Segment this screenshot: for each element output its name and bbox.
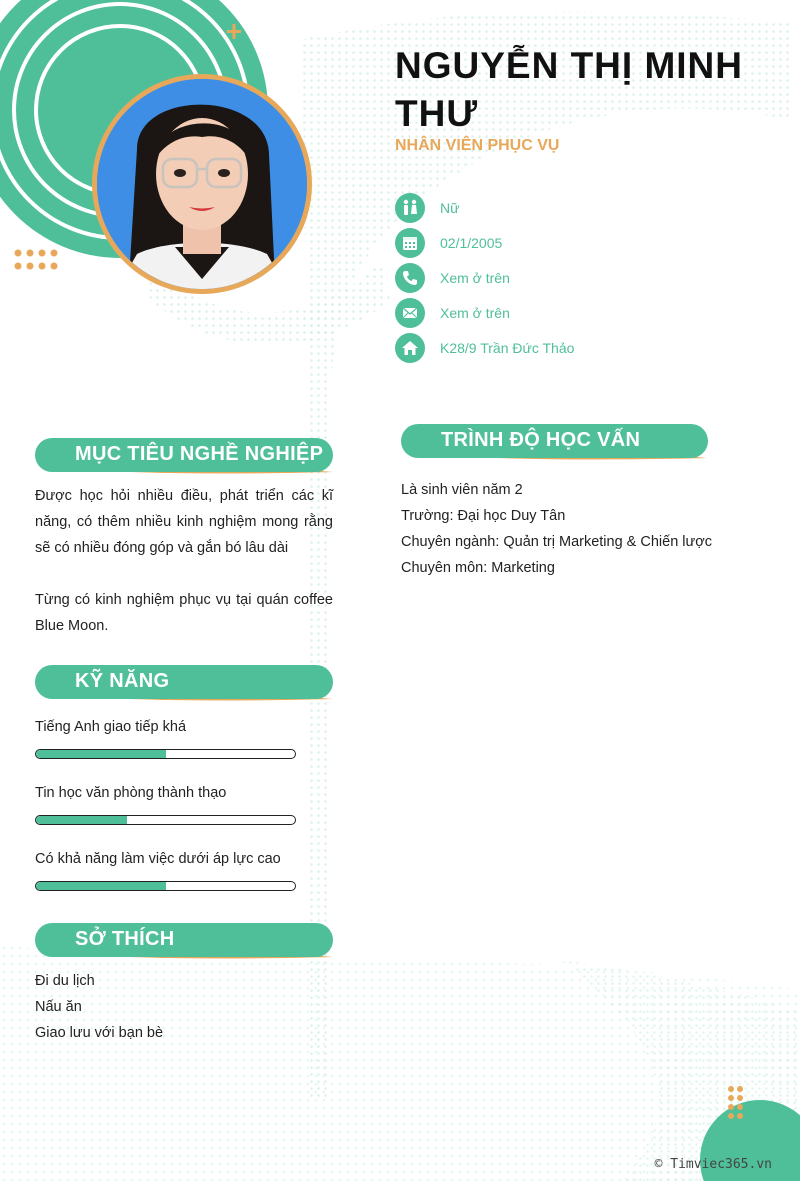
objective-paragraph-1: Được học hỏi nhiều điều, phát triển các kĩ năng, có thêm nhiều kinh nghiệm mong rằng sẽ có nhiều đóng góp và gắn bó lâu dài: [35, 488, 333, 556]
calendar-icon: [395, 228, 425, 258]
gender-icon: [395, 193, 425, 223]
contact-list: [395, 190, 574, 365]
education-line: Chuyên môn: Marketing: [401, 560, 555, 576]
education-line: Trường: Đại học Duy Tân: [401, 508, 566, 524]
education-line: Là sinh viên năm 2: [401, 482, 523, 498]
skill-progress-fill: [36, 882, 166, 890]
skill-progress-bar: [35, 881, 296, 891]
birthday-text: 02/1/2005: [440, 234, 503, 251]
hobbies-list: [35, 968, 163, 1046]
skills-heading-label: KỸ NĂNG: [75, 670, 170, 692]
contact-email: [395, 295, 574, 330]
portrait-image: [97, 79, 307, 289]
education-details: [401, 477, 712, 581]
email-text: Xem ở trên: [440, 304, 510, 321]
home-icon: [395, 333, 425, 363]
phone-icon: [395, 263, 425, 293]
skill-progress-bar: [35, 749, 296, 759]
contact-gender: [395, 190, 574, 225]
skill-progress-fill: [36, 750, 166, 758]
skills-heading: [35, 665, 335, 705]
skill-label: Tiếng Anh giao tiếp khá: [35, 719, 187, 735]
job-title: NHÂN VIÊN PHỤC VỤ: [395, 137, 560, 154]
phone-text: Xem ở trên: [440, 269, 510, 286]
hobby-item: Đi du lịch: [35, 973, 95, 989]
email-icon: [395, 298, 425, 328]
contact-address: [395, 330, 574, 365]
education-heading: [401, 424, 711, 464]
skill-progress-fill: [36, 816, 127, 824]
objective-paragraph-2: Từng có kinh nghiệm phục vụ tại quán coffee Blue Moon.: [35, 592, 333, 634]
address-text: K28/9 Trần Đức Thảo: [440, 339, 575, 356]
hobbies-heading-label: SỞ THÍCH: [75, 928, 175, 950]
hobby-item: Nấu ăn: [35, 999, 82, 1015]
skill-label: Tin học văn phòng thành thạo: [35, 785, 227, 801]
hobby-item: Giao lưu với bạn bè: [35, 1025, 164, 1041]
skill-progress-bar: [35, 815, 296, 825]
profile-photo: [92, 74, 312, 294]
candidate-name: NGUYỄN THỊ MINH THƯ: [395, 45, 743, 134]
education-line: Chuyên ngành: Quản trị Marketing & Chiến lược: [401, 534, 712, 550]
skill-label: Có khả năng làm việc dưới áp lực cao: [35, 851, 281, 867]
hobbies-heading: [35, 923, 335, 963]
contact-birthday: [395, 225, 574, 260]
footer-watermark: © Timviec365.vn: [654, 1157, 772, 1172]
gender-text: Nữ: [440, 199, 460, 216]
objective-heading-label: MỤC TIÊU NGHỀ NGHIỆP: [75, 443, 324, 465]
contact-phone: [395, 260, 574, 295]
objective-heading: [35, 438, 335, 478]
education-heading-label: TRÌNH ĐỘ HỌC VẤN: [441, 429, 641, 451]
